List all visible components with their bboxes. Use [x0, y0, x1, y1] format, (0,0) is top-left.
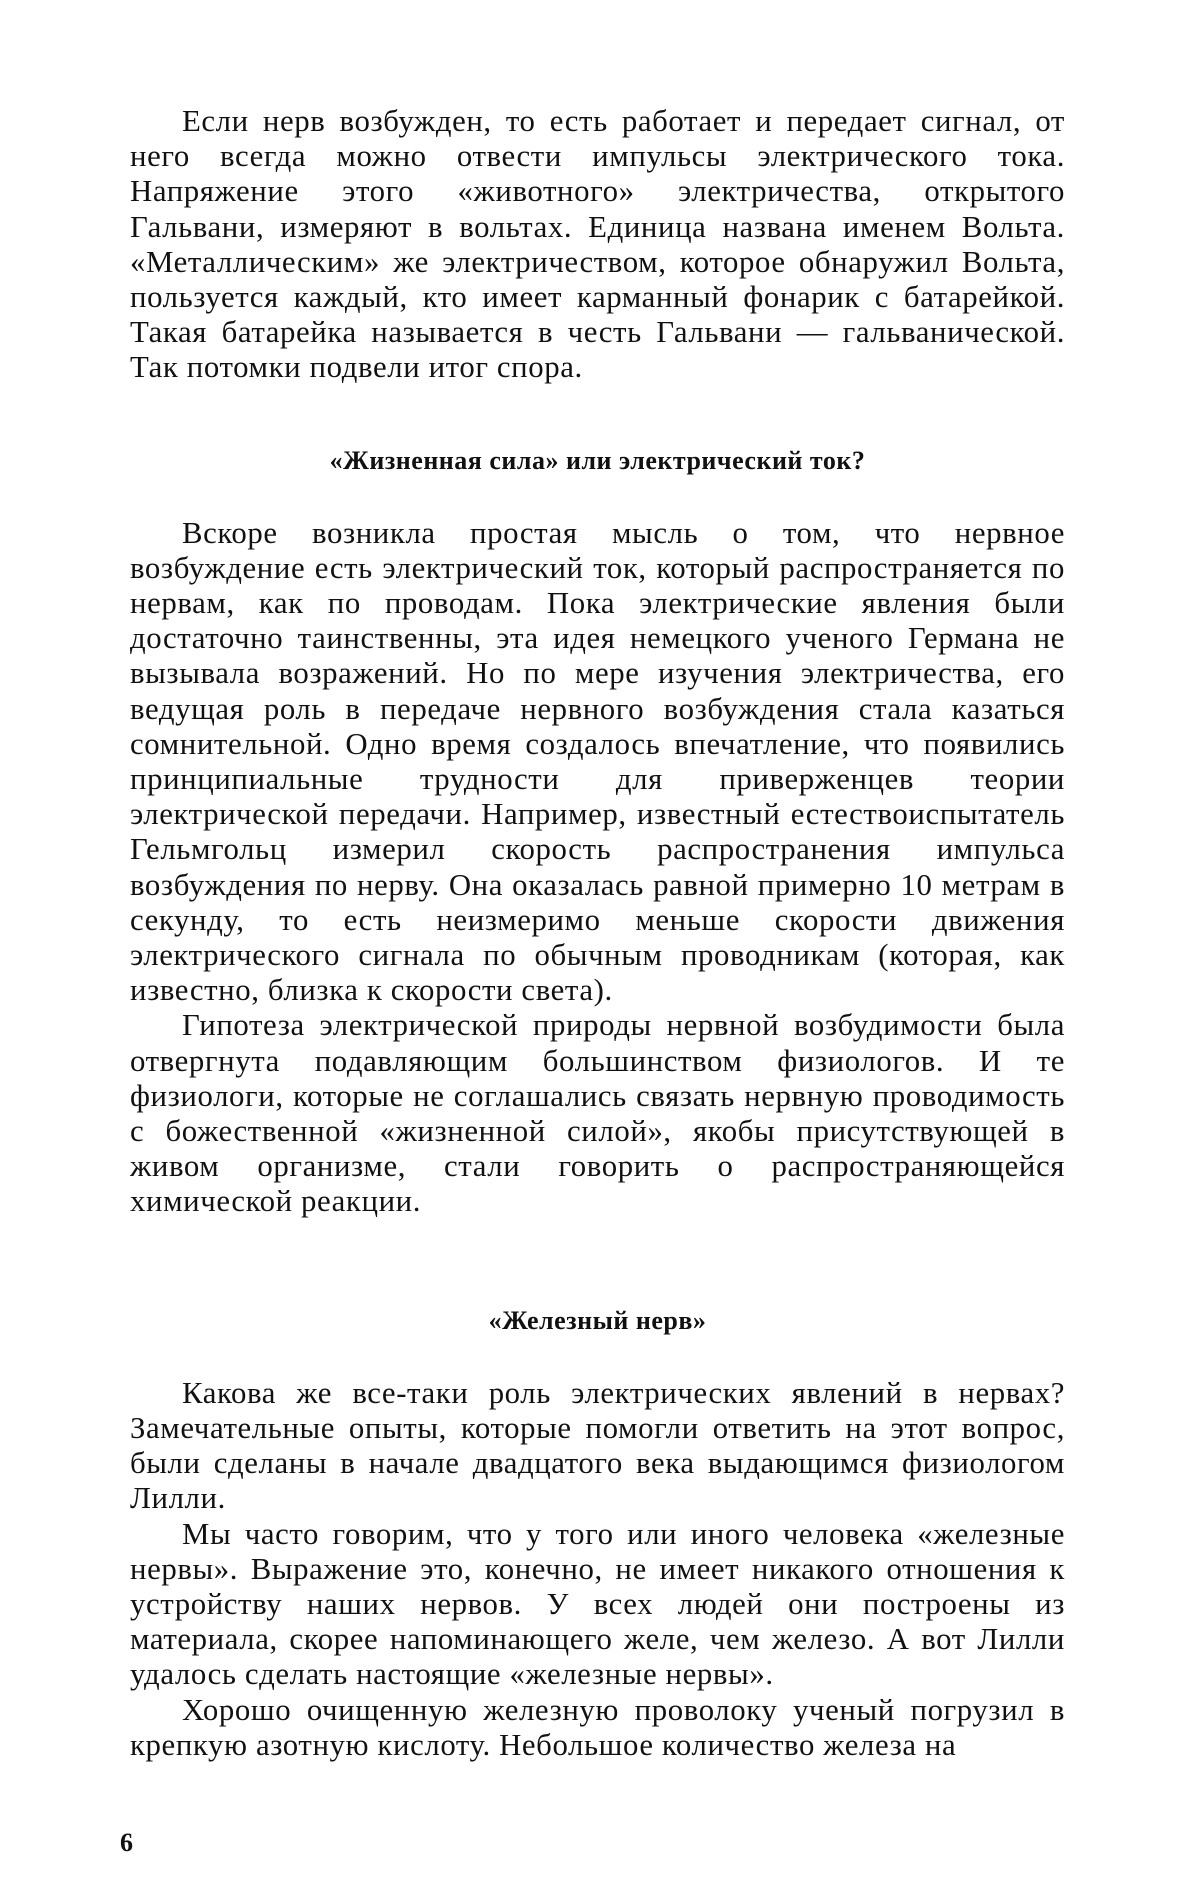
paragraph: Какова же все-таки роль электрических явлений в нервах? Замечательные опыты, которые помогли ответить на этот вопрос, были сделаны в начале двадцатого века выдающимся физиологом Лилли.	[130, 1375, 1065, 1516]
paragraph: Вскоре возникла простая мысль о том, что нервное возбуждение есть электрический ток, который распространяется по нервам, как по проводам. Пока электрические явления были достаточно таинственны, эта идея немецкого ученого Германа не вызывала возражений. Но по мере изучения электричества, его ведущая роль в передаче нервного возбуждения стала казаться сомнительной. Одно время создалось впечатление, что появились принципиальные трудности для приверженцев теории электрической передачи. Например, известный естествоиспытатель Гельмгольц измерил скорость распространения импульса возбуждения по нерву. Она оказалась равной примерно 10 метрам в секунду, то есть неизмеримо меньше скорости движения электрического сигнала по обычным проводникам (которая, как известно, близка к скорости света).	[130, 515, 1065, 1008]
section-heading-vital-force: «Жизненная сила» или электрический ток?	[329, 445, 866, 475]
page-number: 6	[120, 1828, 133, 1857]
paragraph: Хорошо очищенную железную проволоку ученый погрузил в крепкую азотную кислоту. Небольшое количество железа на	[130, 1692, 1065, 1762]
paragraph: Если нерв возбужден, то есть работает и передает сигнал, от него всегда можно отвести импульсы электрического тока. Напряжение этого «животного» электричества, открытого Гальвани, измеряют в вольтах. Единица названа именем Вольта. «Металлическим» же электричеством, которое обнаружил Вольта, пользуется каждый, кто имеет карманный фонарик с батарейкой. Такая батарейка называется в честь Гальвани — гальванической. Так потомки подвели итог спора.	[130, 104, 1065, 385]
paragraph: Гипотеза электрической природы нервной возбудимости была отвергнута подавляющим большинством физиологов. И те физиологи, которые не соглашались связать нервную проводимость с божественной «жизненной силой», якобы присутствующей в живом организме, стали говорить о распространяющейся химической реакции.	[130, 1008, 1065, 1219]
page-body	[130, 104, 1065, 1763]
paragraph: Мы часто говорим, что у того или иного человека «железные нервы». Выражение это, конечно, не имеет никакого отношения к устройству наших нервов. У всех людей они построены из материала, скорее напоминающего желе, чем железо. А вот Лилли удалось сделать настоящие «железные нервы».	[130, 1516, 1065, 1692]
section-heading-iron-nerve: «Железный нерв»	[488, 1305, 707, 1335]
